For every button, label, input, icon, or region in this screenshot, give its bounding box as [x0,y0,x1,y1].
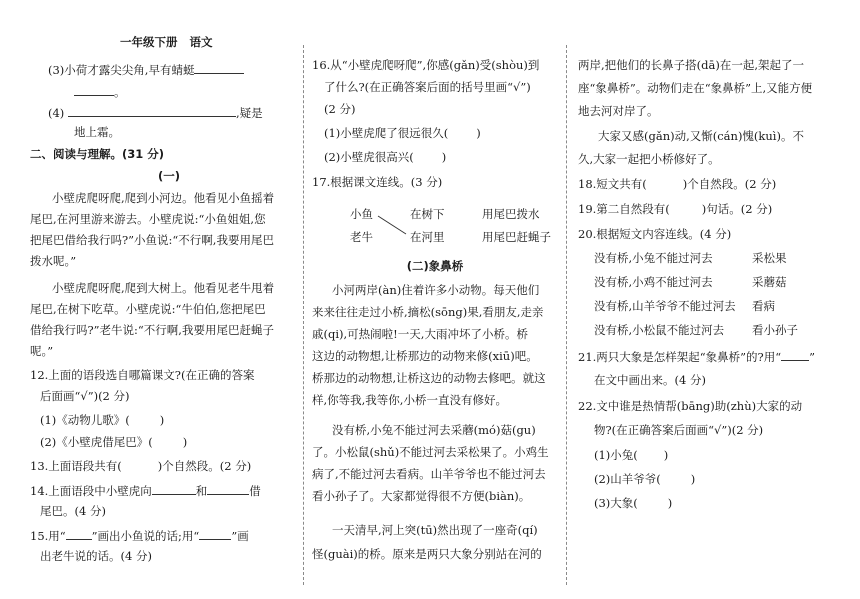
match20-left-item[interactable]: 没有桥,小鸡不能过河去 [594,275,713,289]
passage-1-p1-line: 小壁虎爬呀爬,爬到小河边。他看见小鱼摇着 [52,191,275,205]
match20-right-item[interactable]: 采松果 [752,251,787,265]
question-14-and: 和 [195,484,208,498]
question-14-line-2: 尾巴。(4 分) [40,504,106,518]
page-header [120,34,300,50]
match-left-item[interactable]: 老牛 [350,230,373,244]
answer-blank[interactable] [74,83,114,96]
option-label: (2)山羊爷爷( [594,472,661,486]
question-18-text: 18.短文共有( [578,177,647,191]
question-14-line-1 [30,482,300,499]
passage-2-p2-line: 没有桥,小兔不能过河去采蘑(mó)菇(gu) [332,423,536,437]
header-grade: 一年级下册 [120,35,178,49]
question-16-line: 了什么?(在正确答案后面的括号里画“√”) [324,80,531,94]
passage-2-p2-line: 了。小松鼠(shǔ)不能过河去采松果了。小鸡生 [312,445,549,459]
option-label: (2)小壁虎很高兴( [324,150,414,164]
passage-1-title: (一) [157,169,180,183]
question-13-end: )个自然段。(2 分) [157,459,252,473]
passage-2-p2-line: 看小孙子了。大家都觉得很不方便(biàn)。 [312,489,531,503]
passage-2-p3-line: 地去河对岸了。 [578,104,659,118]
question-15-line-2: 出老牛说的话。(4 分) [40,549,152,563]
passage-2-p3-line: 座“象鼻桥”。动物们走在“象鼻桥”上,又能方便 [578,81,813,95]
answer-blank[interactable] [199,527,231,540]
question-3-line-2 [74,83,300,100]
close-paren: ) [667,496,673,510]
column-left [30,0,300,599]
section-2-heading: 二、阅读与理解。(31 分) [30,147,165,161]
option-label: (1)《动物儿歌》( [40,413,130,427]
passage-2-p3-line: 怪(guài)的桥。原来是两只大象分别站在河的 [312,547,542,561]
question-19 [578,201,830,217]
question-4-number: (4) [48,106,65,120]
question-21-quote: ” [809,350,815,364]
column-middle [308,0,562,599]
match-right-item[interactable]: 用尾巴拨水 [482,207,540,221]
question-19-end: )句话。(2 分) [701,202,773,216]
passage-2-title: (二)象鼻桥 [406,259,464,273]
question-13-text: 13.上面语段共有( [30,459,122,473]
question-22-option-1[interactable] [594,447,830,463]
passage-1-p2-line: 呢。” [30,344,54,358]
match-left-item[interactable]: 小鱼 [350,207,373,221]
close-paren: ) [663,448,669,462]
question-12-line: 12.上面的语段选自哪篇课文?(在正确的答案 [30,368,255,382]
question-12-option-2[interactable] [40,434,300,450]
question-12-line: 后面画“√”)(2 分) [40,389,130,403]
question-12-option-1[interactable] [40,412,300,428]
passage-1-p1-line: 尾巴,在河里游来游去。小壁虎说:“小鱼姐姐,您 [30,212,266,226]
question-20: 20.根据短文内容连线。(4 分) [578,227,732,241]
close-paren: ) [441,150,447,164]
answer-blank[interactable] [68,104,236,117]
question-15-text-3: ”画 [231,529,249,543]
question-21-line-2: 在文中画出来。(4 分) [594,373,706,387]
question-3-text: (3)小荷才露尖尖角,早有蜻蜓 [48,63,195,77]
passage-2-p3-line: 一天清早,河上突(tū)然出现了一座奇(qí) [332,523,538,537]
close-paren: ) [182,435,188,449]
question-4-line-2: 地上霜。 [74,125,120,139]
passage-2-p1-line: 桥那边的动物想,让桥这边的动物去修吧。就这 [312,371,546,385]
match20-left-item[interactable]: 没有桥,山羊爷爷不能过河去 [594,299,736,313]
passage-1-p1-line: 拨水呢。” [30,254,77,268]
passage-2-p4-line: 久,大家一起把小桥修好了。 [578,152,720,166]
question-14-borrow: 借 [249,484,261,498]
question-18 [578,176,830,192]
question-21-line-1 [578,348,830,365]
question-21-text: 21.两只大象是怎样架起“象鼻桥”的?用“ [578,350,782,364]
passage-2-p4-line: 大家又感(gǎn)动,又惭(cán)愧(kuì)。不 [598,129,804,143]
column-divider-right [566,45,567,585]
passage-1-p2-line: 借给我行吗?”老牛说:“不行啊,我要用尾巴赶蝇子 [30,323,274,337]
option-label: (2)《小壁虎借尾巴》( [40,435,153,449]
question-22-option-3[interactable] [594,495,830,511]
question-14-text: 14.上面语段中小壁虎向 [30,484,152,498]
close-paren: ) [690,472,696,486]
passage-1-p2-line: 尾巴,在树下吃草。小壁虎说:“牛伯伯,您把尾巴 [30,302,266,316]
passage-2-p3-line: 两岸,把他们的长鼻子搭(dā)在一起,架起了一 [578,58,804,72]
question-17: 17.根据课文连线。(3 分) [312,175,443,189]
answer-blank[interactable] [194,61,244,74]
option-label: (1)小兔( [594,448,638,462]
match-middle-item[interactable]: 在树下 [410,207,445,221]
match20-left-item[interactable]: 没有桥,小兔不能过河去 [594,251,713,265]
question-13 [30,458,300,474]
question-3-line-1 [48,61,300,78]
answer-blank[interactable] [781,348,809,361]
option-label: (3)大象( [594,496,638,510]
close-paren: ) [159,413,165,427]
close-paren: ) [476,126,481,140]
column-right [572,0,830,599]
option-label: (1)小壁虎爬了很远很久( [324,126,449,140]
question-4-text: ,疑是 [235,106,263,120]
question-22-line: 物?(在正确答案后面画“√”)(2 分) [594,423,764,437]
question-3-end: 。 [114,85,126,99]
question-18-end: )个自然段。(2 分) [682,177,777,191]
match20-right-item[interactable]: 看病 [752,299,775,313]
question-22-option-2[interactable] [594,471,830,487]
answer-blank[interactable] [207,482,249,495]
match20-left-item[interactable]: 没有桥,小松鼠不能过河去 [594,323,725,337]
match20-right-item[interactable]: 采蘑菇 [752,275,787,289]
passage-2-p2-line: 病了,不能过河去看病。山羊爷爷也不能过河去 [312,467,546,481]
passage-2-p1-line: 小河两岸(àn)住着许多小动物。每天他们 [332,283,540,297]
question-16-line: 16.从“小壁虎爬呀爬”,你感(gǎn)受(shòu)到 [312,58,540,72]
match-middle-item[interactable]: 在河里 [410,230,445,244]
passage-1-p2-line: 小壁虎爬呀爬,爬到大树上。他看见老牛甩着 [52,281,275,295]
passage-2-p1-line: 样,你等我,我等你,小桥一直没有修好。 [312,393,507,407]
question-15-text: 15.用“ [30,529,66,543]
question-15-text-2: ”画出小鱼说的话;用“ [91,529,200,543]
header-subject: 语文 [189,35,213,49]
answer-blank[interactable] [66,527,92,540]
question-19-text: 19.第二自然段有( [578,202,670,216]
passage-2-p1-line: 戚(qi),可热闹啦!一天,大雨冲坏了小桥。桥 [312,327,528,341]
match20-right-item[interactable]: 看小孙子 [752,323,798,337]
match-right-item[interactable]: 用尾巴赶蝇子 [482,230,551,244]
passage-2-p1-line: 来来往往走过小桥,摘松(sōng)果,看朋友,走亲 [312,305,544,319]
answer-blank[interactable] [152,482,196,495]
passage-2-p1-line: 这边的动物想,让桥那边的动物来修(xiū)吧。 [312,349,538,363]
question-15-line-1 [30,527,300,544]
column-divider-left [303,45,304,585]
question-16-line: (2 分) [324,102,356,116]
passage-1-p1-line: 把尾巴借给我行吗?”小鱼说:“不行啊,我要用尾巴 [30,233,274,247]
question-4-line-1 [48,104,300,121]
question-22-line: 22.文中谁是热情帮(bāng)助(zhù)大家的动 [578,399,803,413]
